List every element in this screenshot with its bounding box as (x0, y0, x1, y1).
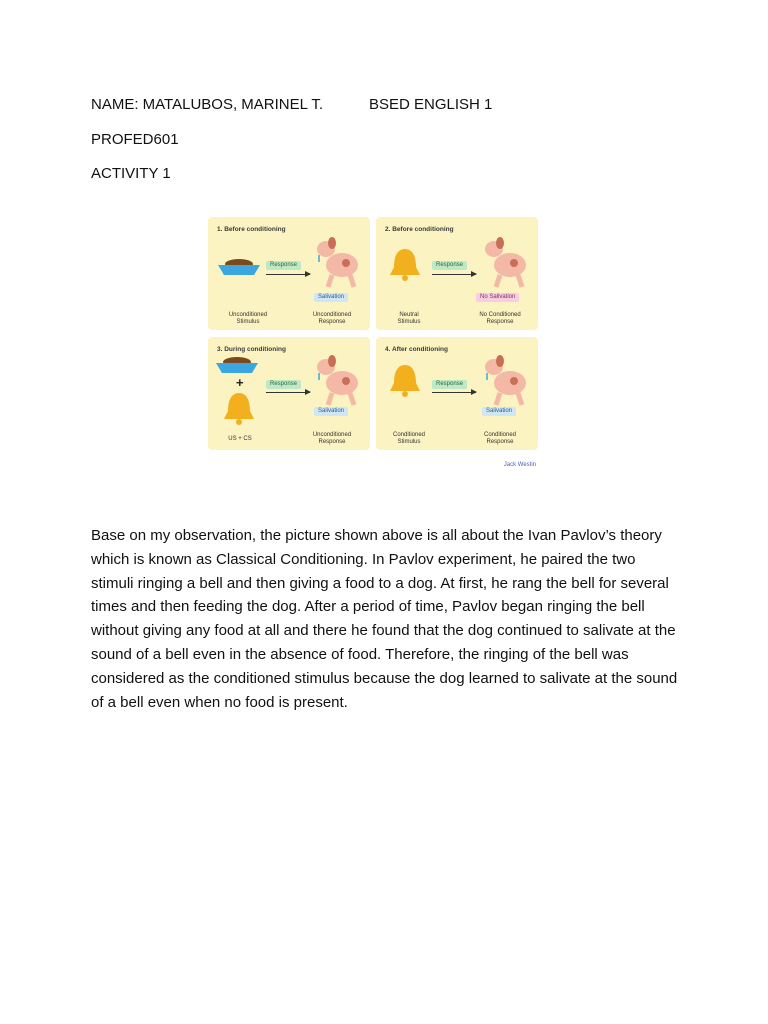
stimulus-label: Unconditioned Stimulus (228, 312, 268, 325)
bell-icon (388, 363, 422, 399)
stimulus-label: Conditioned Stimulus (392, 432, 426, 445)
classical-conditioning-figure (204, 213, 546, 475)
response-tag: Response (432, 380, 467, 389)
dog-icon (312, 353, 364, 407)
dog-icon (480, 235, 532, 289)
plus-sign: + (236, 375, 244, 390)
dog-icon (480, 353, 532, 407)
panel-title: 4. After conditioning (385, 346, 448, 353)
response-label: Conditioned Response (483, 432, 517, 445)
no-salivation-tag: No Salivation (476, 293, 519, 302)
bell-icon (388, 247, 422, 283)
panel-title: 3. During conditioning (217, 346, 286, 353)
response-arrow (432, 392, 476, 393)
bell-icon (222, 391, 256, 427)
dog-icon (312, 235, 364, 289)
panel-title: 2. Before conditioning (385, 226, 454, 233)
food-bowl-icon (216, 257, 262, 277)
response-tag: Response (266, 261, 301, 270)
image-credit: Jack Westin (503, 462, 536, 468)
observation-paragraph: Base on my observation, the picture shown above is all about the Ivan Pavlov’s theory which is known as Classical Conditioning. In Pavlov experiment, he paired the two stimuli ringing a bell and then giving a food to a dog. At first, he rang the bell for several times and then feeding the dog. After a period of time, Pavlov began ringing the bell without giving any food at all and there he found that the dog continued to salivate at the sound of a bell even in the absence of food. Therefore, the ringing of the bell was considered as the conditioned stimulus because the dog learned to salivate at the sound of a bell even when no food is present. (91, 527, 678, 711)
salivation-tag: Salivation (314, 293, 348, 302)
response-tag: Response (266, 380, 301, 389)
student-name: NAME: MATALUBOS, MARINEL T. (91, 96, 323, 113)
panel-before-conditioning-2 (376, 217, 538, 330)
salivation-tag: Salivation (482, 407, 516, 416)
panel-before-conditioning-1 (208, 217, 370, 330)
subject-code: PROFED601 (91, 131, 179, 148)
response-label: No Conditioned Response (479, 312, 521, 325)
activity-title: ACTIVITY 1 (91, 165, 171, 182)
response-arrow (266, 392, 310, 393)
stimulus-label: US + CS (228, 436, 252, 442)
panel-after-conditioning (376, 337, 538, 450)
salivation-tag: Salivation (314, 407, 348, 416)
stimulus-label: Neutral Stimulus (397, 312, 421, 325)
food-bowl-icon (214, 355, 260, 375)
course-label: BSED ENGLISH 1 (369, 96, 493, 113)
response-label: Unconditioned Response (312, 312, 352, 325)
panel-title: 1. Before conditioning (217, 226, 286, 233)
response-tag: Response (432, 261, 467, 270)
response-arrow (266, 274, 310, 275)
response-arrow (432, 274, 476, 275)
panel-during-conditioning (208, 337, 370, 450)
response-label: Unconditioned Response (312, 432, 352, 445)
